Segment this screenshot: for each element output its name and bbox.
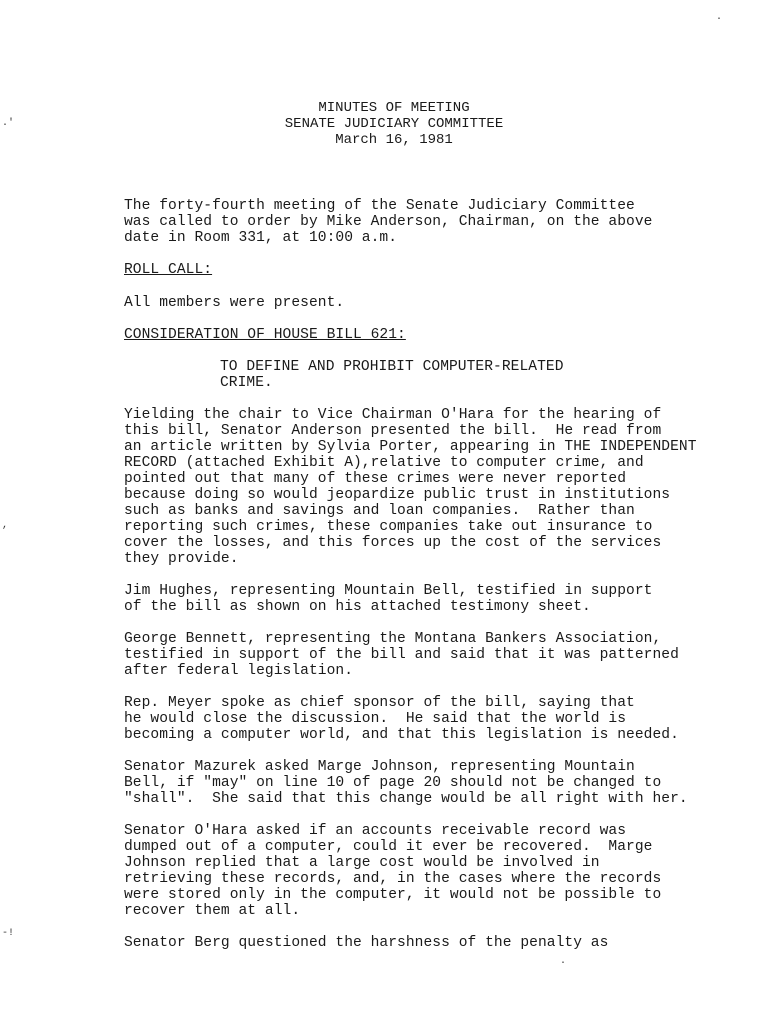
scan-speck: .' — [2, 118, 15, 129]
scan-speck: · — [560, 958, 567, 969]
scan-speck: -! — [2, 928, 15, 939]
scan-speck: , — [2, 520, 9, 531]
header-title: MINUTES OF MEETING — [318, 100, 470, 116]
paragraph-bennett: George Bennett, representing the Montana Bankers Association, testified in support of the bill and said that it was patterned after federal legislation. — [124, 631, 679, 679]
roll-call-text: All members were present. — [124, 295, 345, 311]
paragraph-meyer: Rep. Meyer spoke as chief sponsor of the bill, saying that he would close the discussion. He said that the world is becoming a computer world, and that this legislation is needed. — [124, 695, 679, 743]
header-committee: SENATE JUDICIARY COMMITTEE — [284, 116, 504, 132]
roll-call-heading: ROLL CALL: — [124, 262, 213, 278]
bill-title: TO DEFINE AND PROHIBIT COMPUTER-RELATED CRIME. — [220, 359, 564, 391]
paragraph-anderson: Yielding the chair to Vice Chairman O'Hara for the hearing of this bill, Senator Anderson presented the bill. He read from an article written by Sylvia Porter, appearing in THE INDEPENDENT RECORD (attached Exhibit A),relative to computer crime, and pointed out that many of these crimes were never reported because doing so would jeopardize public trust in institutions such as banks and savings and loan companies. Rather than reporting such crimes, these companies take out insurance to cover the losses, and this forces up the cost of the services they provide. — [124, 407, 697, 567]
header-date: March 16, 1981 — [335, 132, 453, 148]
paragraph-mazurek: Senator Mazurek asked Marge Johnson, representing Mountain Bell, if "may" on line 10 of page 20 should not be changed to "shall". She said that this change would be all right with her. — [124, 759, 688, 807]
intro-paragraph: The forty-fourth meeting of the Senate Judiciary Committee was called to order by Mike Anderson, Chairman, on the above date in Room 331, at 10:00 a.m. — [124, 198, 653, 246]
consideration-heading: CONSIDERATION OF HOUSE BILL 621: — [124, 327, 406, 343]
scan-speck: · — [716, 14, 723, 25]
paragraph-hughes: Jim Hughes, representing Mountain Bell, testified in support of the bill as shown on his attached testimony sheet. — [124, 583, 653, 615]
paragraph-berg: Senator Berg questioned the harshness of the penalty as — [124, 935, 609, 951]
paragraph-ohara: Senator O'Hara asked if an accounts receivable record was dumped out of a computer, could it ever be recovered. Marge Johnson replied that a large cost would be involved in retrieving these records, and, in the cases where the records were stored only in the computer, it would not be possible to recover them at all. — [124, 823, 662, 919]
document-header — [0, 100, 770, 148]
